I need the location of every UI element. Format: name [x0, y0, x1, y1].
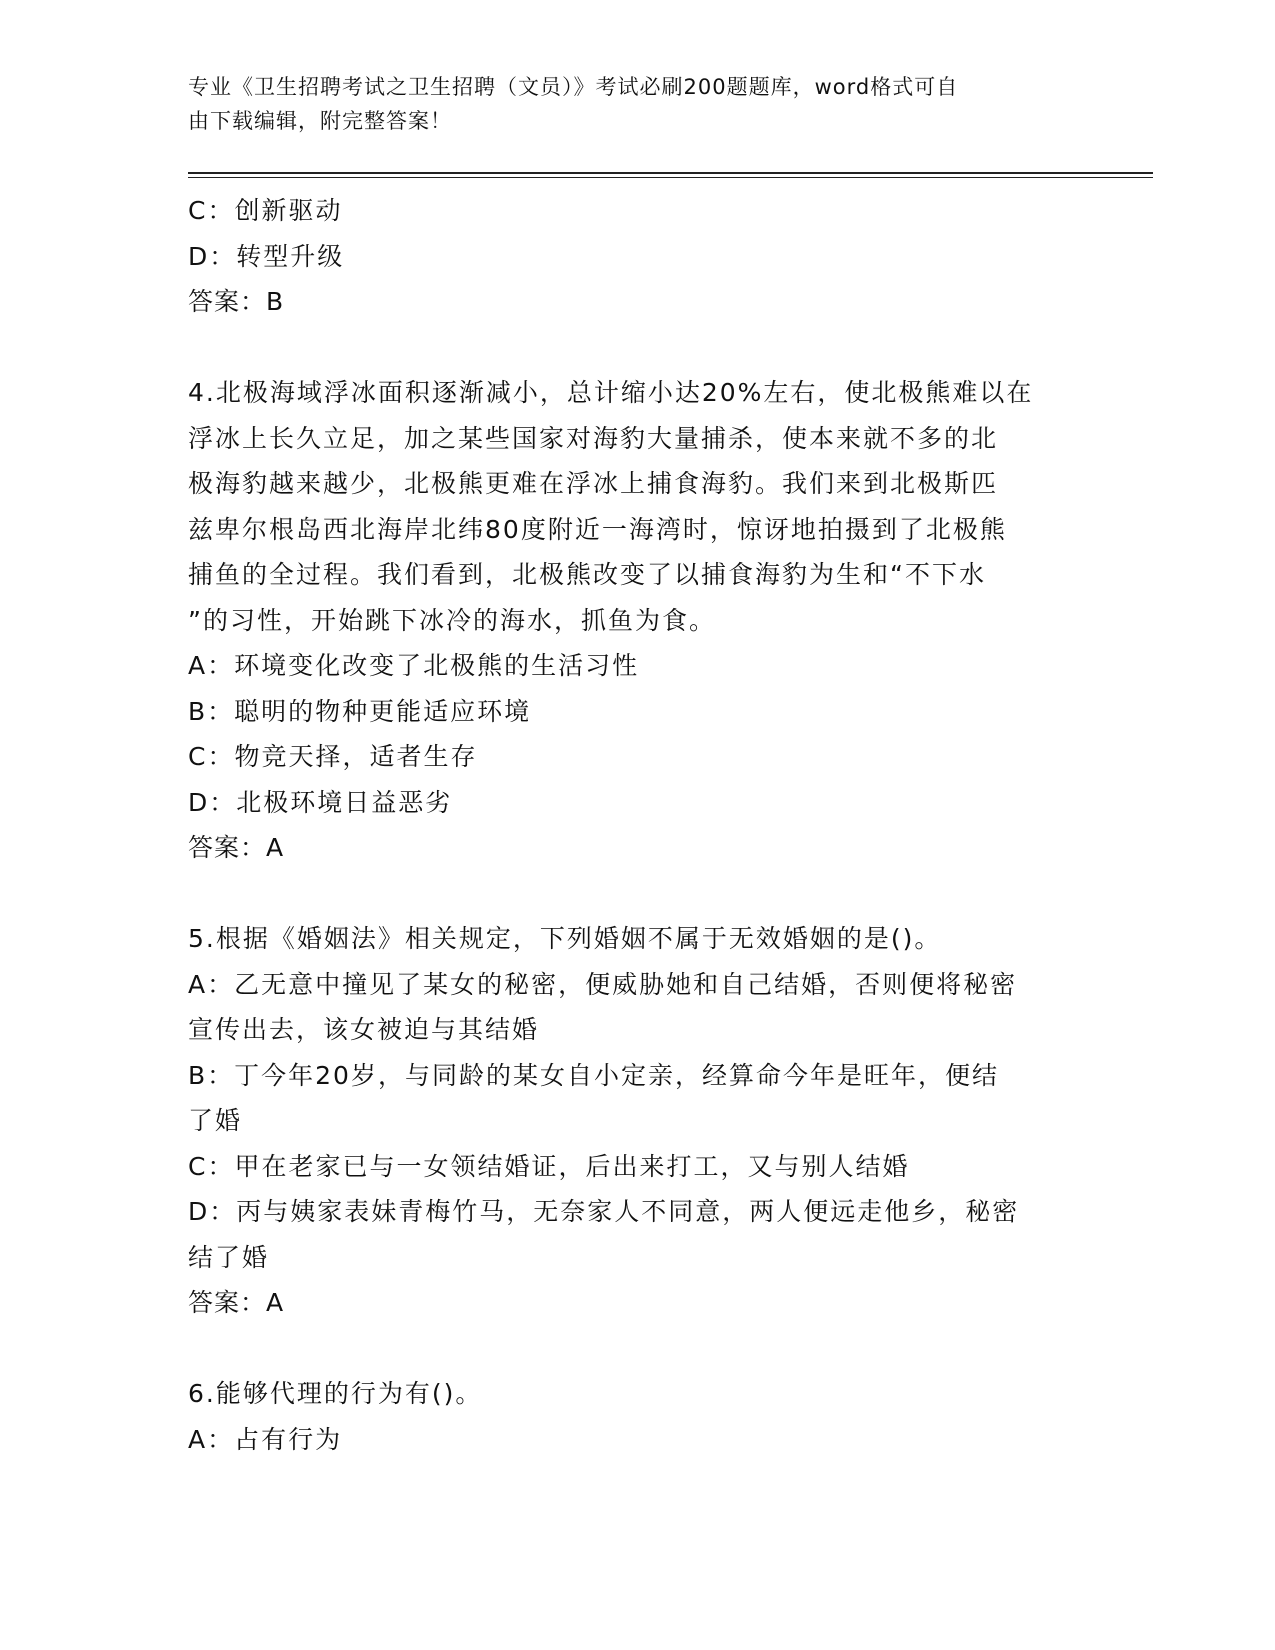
- q4-answer: 答案：A: [188, 833, 285, 862]
- q4-stem-line: 4.北极海域浮冰面积逐渐减小，总计缩小达20%左右，使北极熊难以在: [188, 378, 1034, 407]
- q3-option-c: C：创新驱动: [188, 196, 343, 225]
- q3-answer: 答案：B: [188, 287, 285, 316]
- document-header: [188, 70, 1153, 138]
- spacer: [188, 1326, 1068, 1372]
- q6-stem: 6.能够代理的行为有()。: [188, 1379, 483, 1408]
- q5-answer: 答案：A: [188, 1288, 285, 1317]
- question-5: [188, 916, 1068, 1326]
- document-page: [188, 70, 1153, 1462]
- header-line-2: 由下载编辑，附完整答案！: [188, 109, 452, 133]
- question-6: [188, 1371, 1068, 1462]
- q5-option-d-cont: 结了婚: [188, 1242, 270, 1272]
- q5-stem: 5.根据《婚姻法》相关规定，下列婚姻不属于无效婚姻的是()。: [188, 924, 942, 953]
- question-3-tail: [188, 188, 1068, 325]
- q5-option-b-cont: 了婚: [188, 1106, 243, 1135]
- q4-option-d: D：北极环境日益恶劣: [188, 787, 453, 817]
- q4-stem-line: 捕鱼的全过程。我们看到，北极熊改变了以捕食海豹为生和“不下水: [188, 560, 986, 589]
- q6-option-a: A：占有行为: [188, 1424, 343, 1454]
- question-content: [188, 188, 1068, 1462]
- q5-option-d: D：丙与姨家表妹青梅竹马，无奈家人不同意，两人便远走他乡，秘密: [188, 1197, 1020, 1226]
- q4-option-b: B：聪明的物种更能适应环境: [188, 696, 532, 726]
- header-divider: [188, 172, 1153, 178]
- spacer: [188, 325, 1068, 371]
- q4-stem-line: 浮冰上长久立足，加之某些国家对海豹大量捕杀，使本来就不多的北: [188, 423, 999, 453]
- header-line-1: 专业《卫生招聘考试之卫生招聘（文员）》考试必刷200题题库，word格式可自: [188, 75, 959, 99]
- q5-option-c: C：甲在老家已与一女领结婚证，后出来打工，又与别人结婚: [188, 1151, 910, 1181]
- q5-option-a-cont: 宣传出去，该女被迫与其结婚: [188, 1015, 540, 1044]
- q4-stem-line: ”的习性，开始跳下冰冷的海水，抓鱼为食。: [188, 605, 716, 635]
- question-4: [188, 370, 1068, 871]
- q5-option-a: A：乙无意中撞见了某女的秘密，便威胁她和自己结婚，否则便将秘密: [188, 969, 1018, 999]
- q4-stem-line: 兹卑尔根岛西北海岸北纬80度附近一海湾时，惊讶地拍摄到了北极熊: [188, 514, 1007, 544]
- q4-option-a: A：环境变化改变了北极熊的生活习性: [188, 651, 640, 680]
- q3-option-d: D：转型升级: [188, 241, 345, 271]
- q4-stem-line: 极海豹越来越少，北极熊更难在浮冰上捕食海豹。我们来到北极斯匹: [188, 469, 999, 498]
- q4-option-c: C：物竞天择，适者生存: [188, 742, 478, 771]
- spacer: [188, 871, 1068, 917]
- q5-option-b: B：丁今年20岁，与同龄的某女自小定亲，经算命今年是旺年，便结: [188, 1060, 999, 1090]
